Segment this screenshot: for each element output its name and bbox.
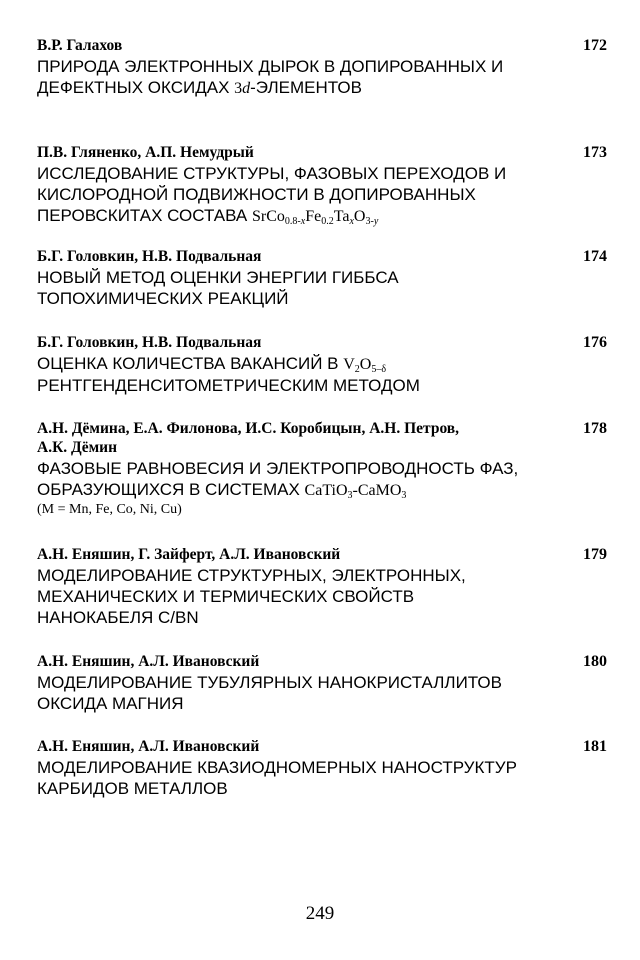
entry-page-number: 178: [583, 420, 607, 437]
entry-title-line: МОДЕЛИРОВАНИЕ ТУБУЛЯРНЫХ НАНОКРИСТАЛЛИТОВ: [37, 673, 502, 692]
entry-title: [37, 267, 607, 309]
entry-note: (M = Mn, Fe, Co, Ni, Cu): [37, 502, 182, 517]
entry-page-number: 179: [583, 546, 607, 563]
toc-entry: [37, 737, 607, 799]
entry-title-line: ОЦЕНКА КОЛИЧЕСТВА ВАКАНСИЙ В $V_2O_{5-\delta}$: [37, 354, 387, 375]
entry-page-number: 180: [583, 653, 607, 670]
entry-title-line: НАНОКАБЕЛЯ C/BN: [37, 608, 199, 627]
entry-page-number: 172: [583, 37, 607, 54]
entry-title: [37, 757, 607, 799]
toc-entry: [37, 36, 607, 99]
entry-authors: А.Н. Еняшин, А.Л. Ивановский: [37, 738, 260, 755]
entry-authors-line: А.К. Дёмин: [37, 439, 118, 456]
entry-authors: Б.Г. Головкин, Н.В. Подвальная: [37, 334, 262, 351]
toc-entry: [37, 419, 607, 519]
entry-page-number: 173: [583, 144, 607, 161]
entry-title: [37, 56, 607, 99]
entry-title-line: НОВЫЙ МЕТОД ОЦЕНКИ ЭНЕРГИИ ГИББСА: [37, 268, 399, 287]
entry-title-line: ОБРАЗУЮЩИХСЯ В СИСТЕМАХ CaTiO$_3$-CaMO$_3$: [37, 480, 407, 501]
entry-authors: В.Р. Галахов: [37, 37, 123, 54]
entry-title-line: ИССЛЕДОВАНИЕ СТРУКТУРЫ, ФАЗОВЫХ ПЕРЕХОДОВ И: [37, 164, 507, 183]
entry-title: [37, 458, 607, 501]
entry-authors: А.Н. Еняшин, Г. Зайферт, А.Л. Ивановский: [37, 546, 341, 563]
entry-title-line: КИСЛОРОДНОЙ ПОДВИЖНОСТИ В ДОПИРОВАННЫХ: [37, 185, 476, 204]
entry-title-line: МОДЕЛИРОВАНИЕ СТРУКТУРНЫХ, ЭЛЕКТРОННЫХ,: [37, 566, 466, 585]
entry-authors-line: А.Н. Дёмина, Е.А. Филонова, И.С. Коробицын, А.Н. Петров,: [37, 420, 460, 437]
entry-title-line: РЕНТГЕНДЕНСИТОМЕТРИЧЕСКИМ МЕТОДОМ: [37, 376, 420, 395]
entry-page-number: 174: [583, 248, 607, 265]
entry-title-line: МОДЕЛИРОВАНИЕ КВАЗИОДНОМЕРНЫХ НАНОСТРУКТУР: [37, 758, 517, 777]
toc-entry: [37, 333, 607, 396]
page-number: 249: [305, 903, 335, 924]
entry-title-line: ПРИРОДА ЭЛЕКТРОННЫХ ДЫРОК В ДОПИРОВАННЫХ И: [37, 57, 504, 76]
entry-title: [37, 163, 607, 227]
entry-title-line: ОКСИДА МАГНИЯ: [37, 694, 184, 713]
toc-entry: [37, 545, 607, 628]
entry-title-line: КАРБИДОВ МЕТАЛЛОВ: [37, 779, 228, 798]
entry-title-line: ТОПОХИМИЧЕСКИХ РЕАКЦИЙ: [37, 289, 289, 308]
entry-title-line: ПЕРОВСКИТАХ СОСТАВА $SrCo_{0.8-x}Fe_{0.2}Ta_xO_{3-y}$: [37, 206, 379, 227]
entry-page-number: 176: [583, 334, 607, 351]
entry-title-line: ФАЗОВЫЕ РАВНОВЕСИЯ И ЭЛЕКТРОПРОВОДНОСТЬ ФАЗ,: [37, 459, 519, 478]
entry-title: [37, 353, 607, 396]
entry-title-line: МЕХАНИЧЕСКИХ И ТЕРМИЧЕСКИХ СВОЙСТВ: [37, 587, 415, 606]
entry-authors: [37, 419, 459, 457]
toc-entry: [37, 143, 607, 227]
entry-title: [37, 565, 607, 628]
entry-authors: Б.Г. Головкин, Н.В. Подвальная: [37, 248, 262, 265]
entry-authors: П.В. Гляненко, А.П. Немудрый: [37, 144, 254, 161]
entry-title: [37, 672, 607, 714]
entry-title-line: ДЕФЕКТНЫХ ОКСИДАХ 3d-ЭЛЕМЕНТОВ: [37, 78, 362, 97]
toc-entry: [37, 652, 607, 714]
entry-page-number: 181: [583, 738, 607, 755]
toc-entry: [37, 247, 607, 309]
entry-authors: А.Н. Еняшин, А.Л. Ивановский: [37, 653, 260, 670]
